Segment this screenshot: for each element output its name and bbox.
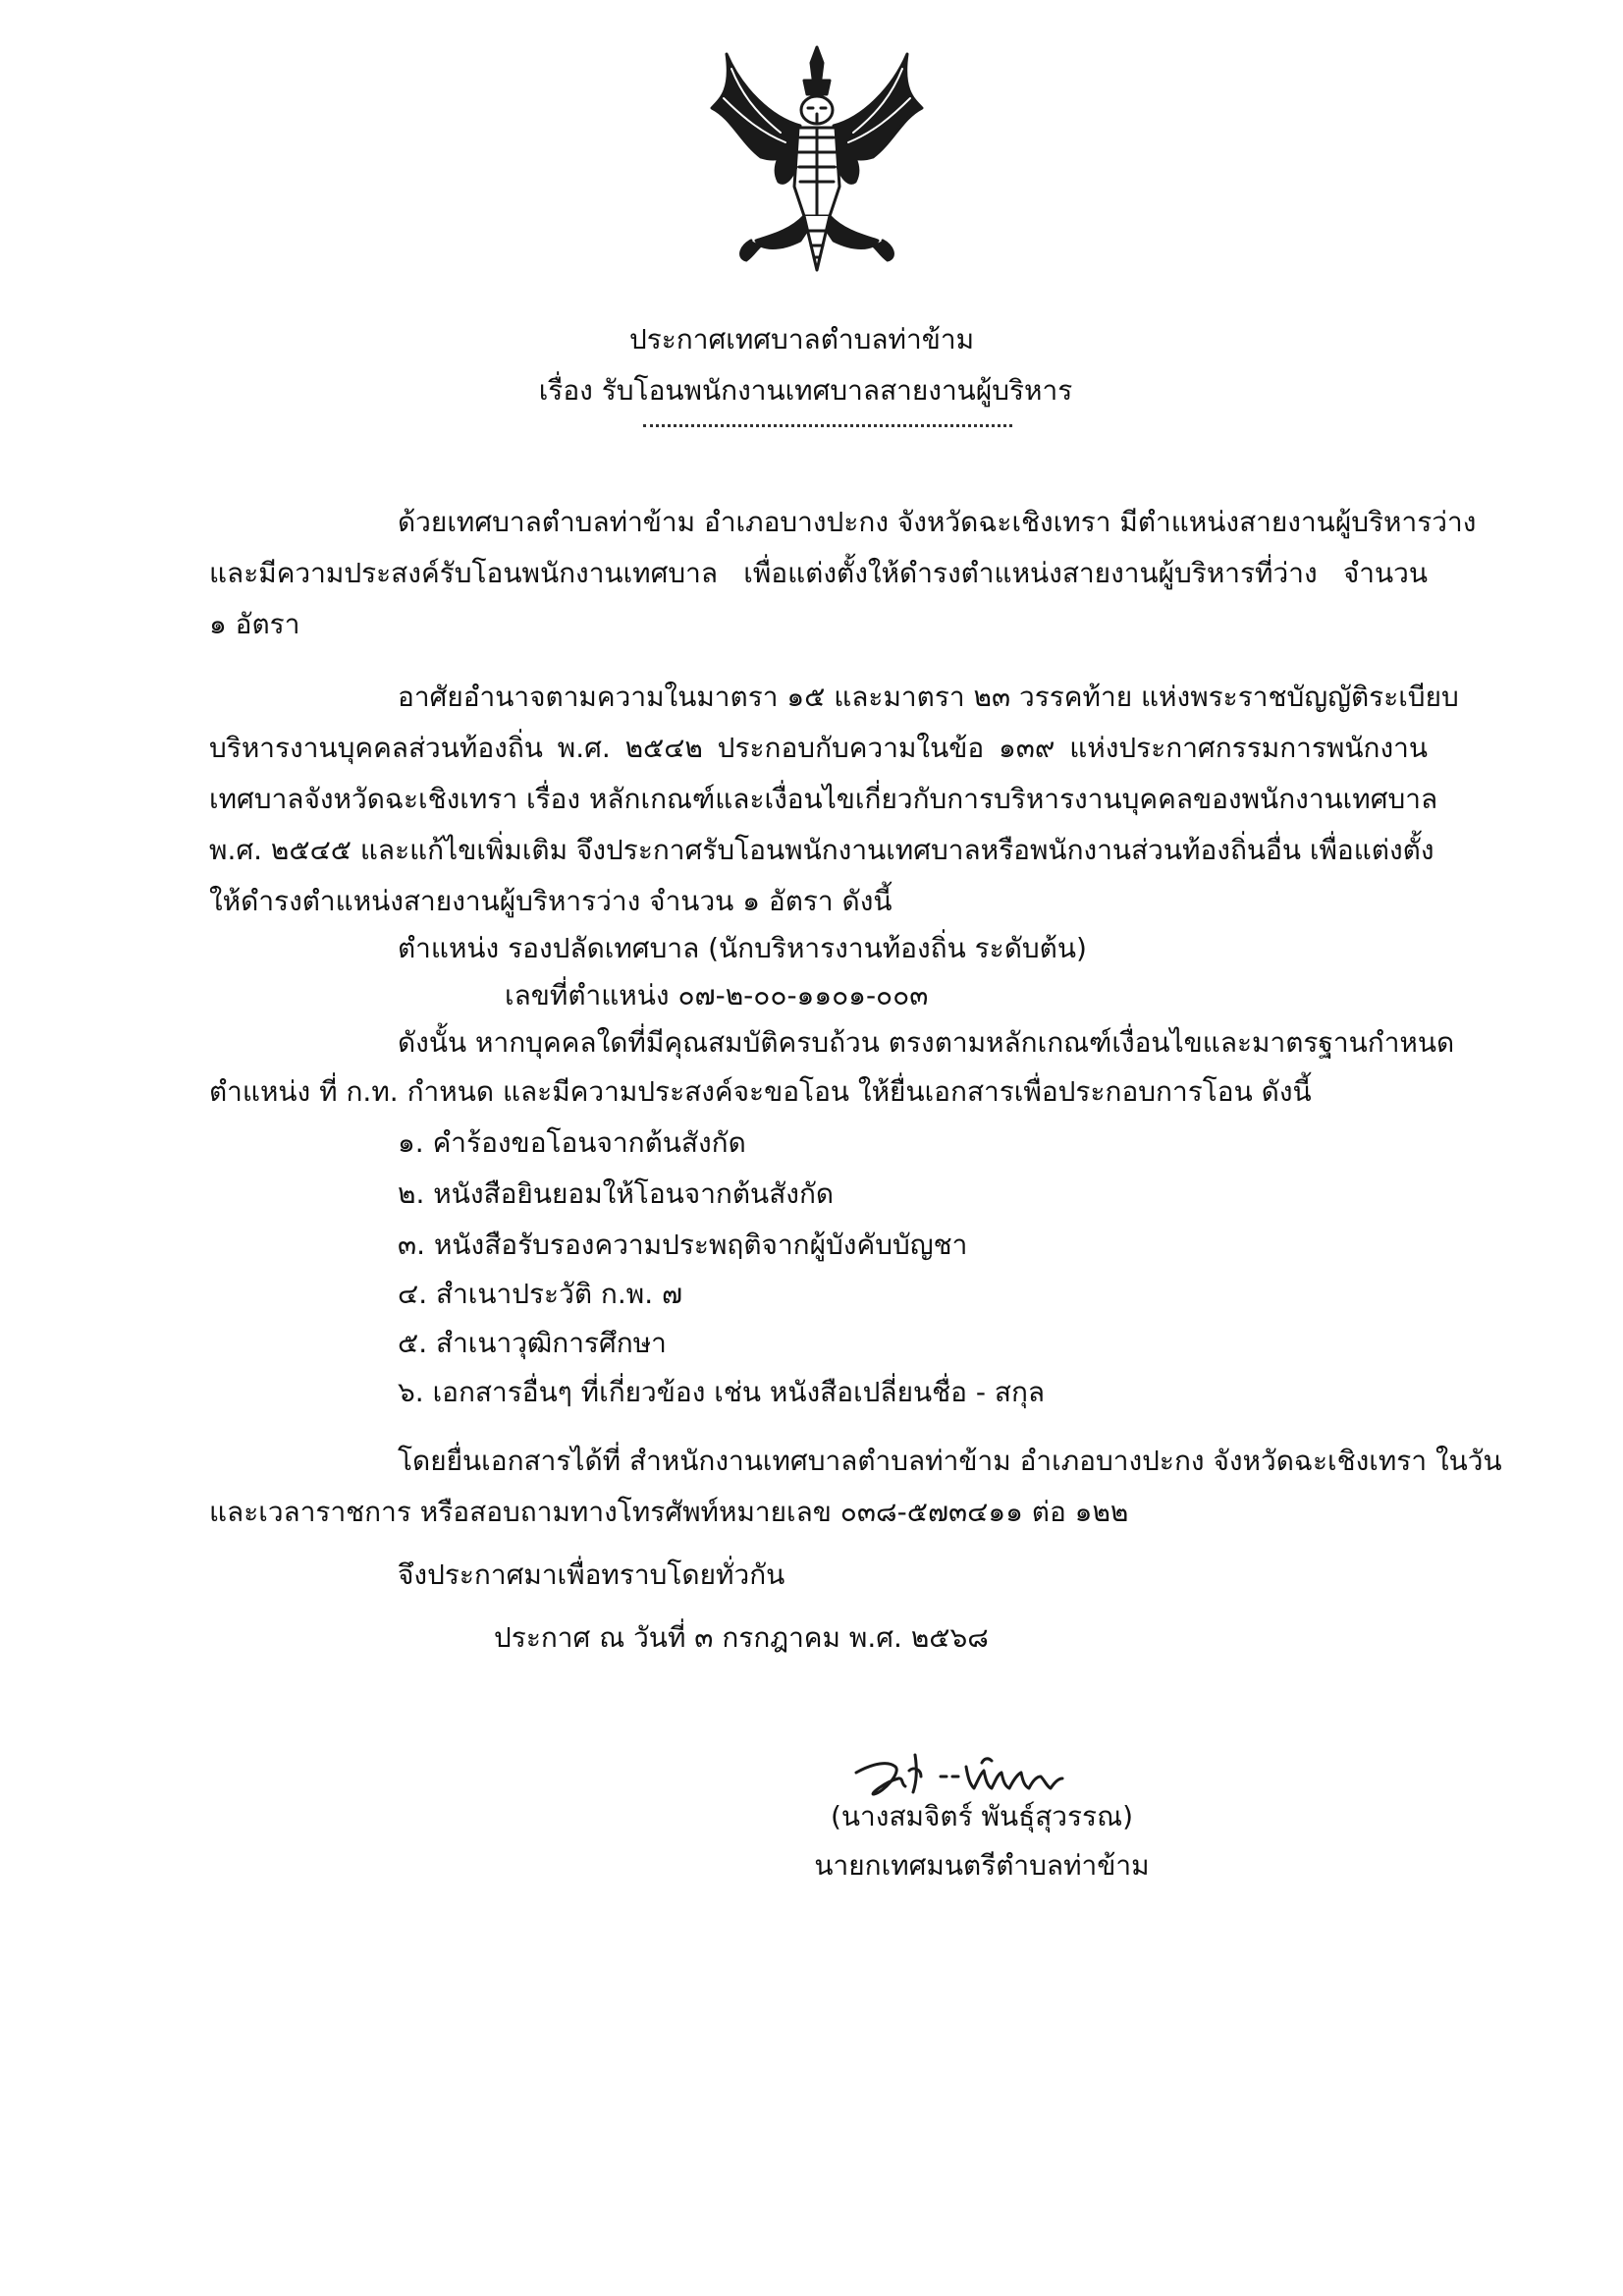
paragraph-2-line-4: พ.ศ. ๒๕๔๕ และแก้ไขเพิ่มเติม จึงประกาศรับโอนพนักงานเทศบาลหรือพนักงานส่วนท้องถิ่นอื่น เพื่อแต่งตั้ง	[209, 834, 1434, 866]
paragraph-3-line-2: ตำแหน่ง ที่ ก.ท. กำหนด และมีความประสงค์จะขอโอน ให้ยื่นเอกสารเพื่อประกอบการโอน ดังนี้	[209, 1075, 1312, 1108]
announcement-title: ประกาศเทศบาลตำบลท่าข้าม	[628, 323, 975, 355]
announcement-subject: เรื่อง รับโอนพนักงานเทศบาลสายงานผู้บริหาร	[538, 374, 1073, 407]
position-number: เลขที่ตำแหน่ง ๐๗-๒-๐๐-๑๑๐๑-๐๐๓	[505, 979, 929, 1011]
closing-statement: จึงประกาศมาเพื่อทราบโดยทั่วกัน	[398, 1558, 785, 1591]
title-divider	[643, 424, 1012, 427]
document-item-5: ๕. สำเนาวุฒิการศึกษา	[398, 1327, 667, 1359]
document-item-2: ๒. หนังสือยินยอมให้โอนจากต้นสังกัด	[398, 1177, 835, 1210]
position-title: ตำแหน่ง รองปลัดเทศบาล (นักบริหารงานท้องถิ่น ระดับต้น)	[398, 932, 1087, 964]
paragraph-2-line-5: ให้ดำรงตำแหน่งสายงานผู้บริหารว่าง จำนวน ๑ อัตรา ดังนี้	[209, 885, 893, 917]
paragraph-3-line-1: ดังนั้น หากบุคคลใดที่มีคุณสมบัติครบถ้วน ตรงตามหลักเกณฑ์เงื่อนไขและมาตรฐานกำหนด	[398, 1026, 1455, 1059]
document-item-1: ๑. คำร้องขอโอนจากต้นสังกัด	[398, 1126, 746, 1159]
announcement-date: ประกาศ ณ วันที่ ๓ กรกฎาคม พ.ศ. ๒๕๖๘	[494, 1621, 989, 1654]
paragraph-1-line-3: ๑ อัตรา	[209, 608, 300, 640]
paragraph-4-line-2: และเวลาราชการ หรือสอบถามทางโทรศัพท์หมายเลข ๐๓๘-๕๗๓๔๑๑ ต่อ ๑๒๒	[209, 1496, 1129, 1528]
paragraph-1-line-2: และมีความประสงค์รับโอนพนักงานเทศบาล เพื่อแต่งตั้งให้ดำรงตำแหน่งสายงานผู้บริหารที่ว่าง จำนวน	[209, 557, 1428, 589]
document-item-4: ๔. สำเนาประวัติ ก.พ. ๗	[398, 1278, 683, 1310]
document-item-3: ๓. หนังสือรับรองความประพฤติจากผู้บังคับบัญชา	[398, 1229, 968, 1261]
signatory-title: นายกเทศมนตรีตำบลท่าข้าม	[814, 1849, 1150, 1882]
paragraph-2-line-1: อาศัยอำนาจตามความในมาตรา ๑๕ และมาตรา ๒๓ วรรคท้าย แห่งพระราชบัญญัติระเบียบ	[398, 681, 1459, 713]
paragraph-1-line-1: ด้วยเทศบาลตำบลท่าข้าม อำเภอบางปะกง จังหวัดฉะเชิงเทรา มีตำแหน่งสายงานผู้บริหารว่าง	[398, 506, 1477, 538]
paragraph-2-line-3: เทศบาลจังหวัดฉะเชิงเทรา เรื่อง หลักเกณฑ์และเงื่อนไขเกี่ยวกับการบริหารงานบุคคลของพนักงานเทศบาล	[209, 783, 1438, 815]
document-item-6: ๖. เอกสารอื่นๆ ที่เกี่ยวข้อง เช่น หนังสือเปลี่ยนชื่อ - สกุล	[398, 1376, 1046, 1408]
paragraph-2-line-2: บริหารงานบุคคลส่วนท้องถิ่น พ.ศ. ๒๕๔๒ ประกอบกับความในข้อ ๑๓๙ แห่งประกาศกรรมการพนักงาน	[209, 732, 1428, 764]
signatory-name: (นางสมจิตร์ พันธุ์สุวรรณ)	[830, 1800, 1133, 1832]
paragraph-4-line-1: โดยยื่นเอกสารได้ที่ สำหนักงานเทศบาลตำบลท่าข้าม อำเภอบางปะกง จังหวัดฉะเชิงเทรา ในวัน	[398, 1445, 1502, 1477]
garuda-emblem-icon	[702, 39, 932, 285]
